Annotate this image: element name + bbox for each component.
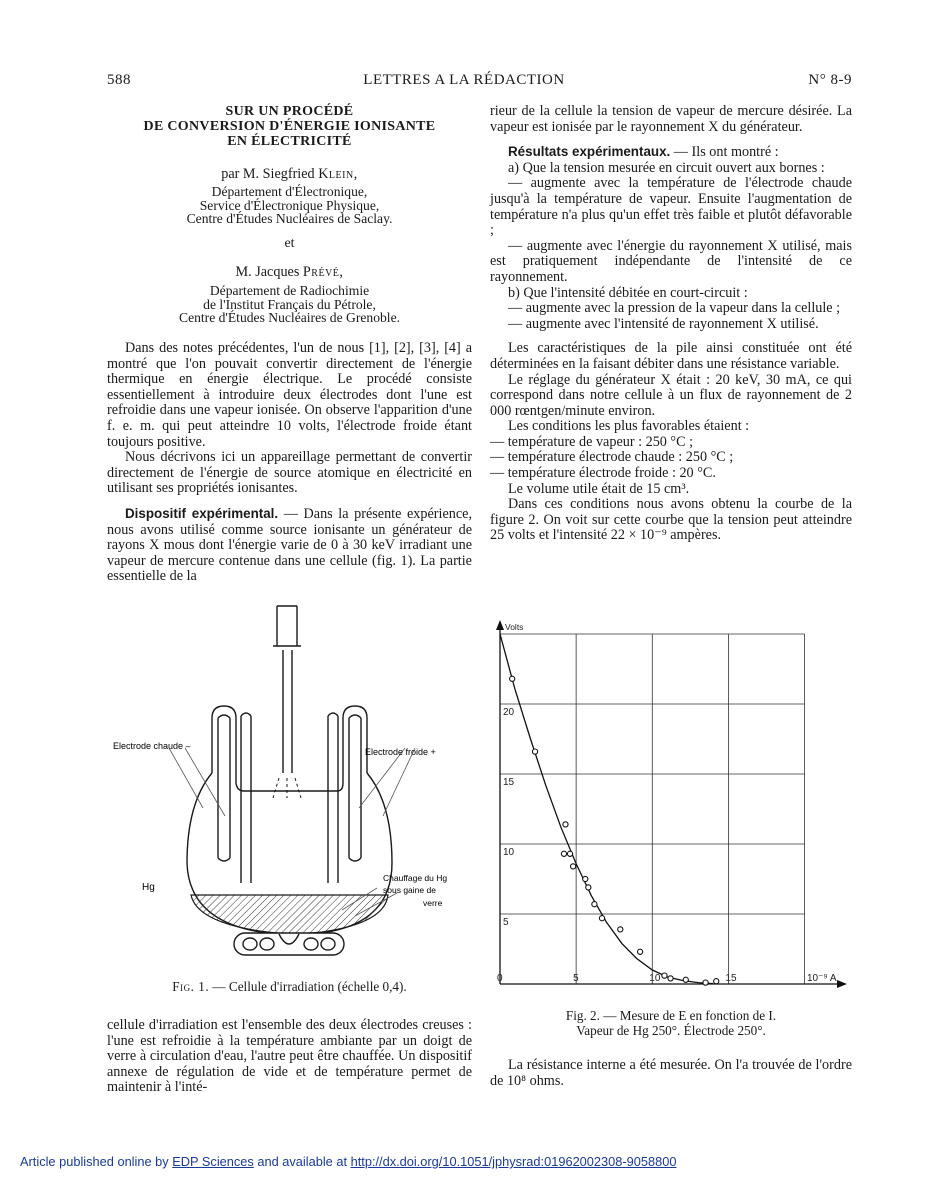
paragraph: Les conditions les plus favorables étaient : xyxy=(508,418,750,435)
chart-axes xyxy=(496,620,847,988)
chart-grid xyxy=(500,634,805,984)
page-number: 588 xyxy=(107,72,131,88)
label-heater-1: Chauffage du Hg xyxy=(383,873,448,883)
running-head: LETTRES A LA RÉDACTION xyxy=(363,72,565,88)
title-line: DE CONVERSION D'ÉNERGIE IONISANTE xyxy=(143,119,436,134)
fit-curve xyxy=(500,634,713,984)
label-mercury: Hg xyxy=(142,882,155,893)
label-hot-electrode: Electrode chaude – xyxy=(113,741,191,751)
affiliation-line: Département de Radiochimie xyxy=(209,283,370,298)
data-point xyxy=(637,949,642,954)
footer xyxy=(20,1154,920,1169)
figure-1-caption-text: — Cellule d'irradiation (échelle 0,4). xyxy=(209,979,407,994)
figure-2-chart xyxy=(488,612,858,1002)
paragraph xyxy=(107,506,472,585)
right-column-text-end xyxy=(490,1058,852,1089)
author-2 xyxy=(107,264,472,281)
data-point xyxy=(662,973,667,978)
data-point xyxy=(563,822,568,827)
figure-1-caption xyxy=(107,979,472,994)
publisher-link[interactable]: EDP Sciences xyxy=(172,1154,254,1169)
data-point xyxy=(567,851,572,856)
data-point xyxy=(703,980,708,985)
issue-number: N° 8-9 xyxy=(808,72,852,88)
author-1-surname: Klein, xyxy=(318,166,358,182)
author-1 xyxy=(107,166,472,183)
paragraph: Dans ces conditions nous avons obtenu la courbe de la figure 2. On voit sur cette courbe que la tension peut atteindre 25 volts et l'intensité 22 × 10⁻⁹ ampères. xyxy=(490,496,852,544)
paragraph: Le réglage du générateur X était : 20 keV, 30 mA, ce qui correspond dans notre cellule à un flux de rayonnement de 2 000 rœntgen/minute environ. xyxy=(490,371,852,419)
y-axis-arrow xyxy=(496,620,504,630)
heating-coil xyxy=(234,933,344,955)
data-point xyxy=(570,864,575,869)
list-item: — augmente avec l'énergie du rayonnement X utilisé, mais est pratiquement indépendante de l'intensité de ce rayonnement. xyxy=(490,237,852,285)
section-heading: Résultats expérimentaux. xyxy=(508,144,671,160)
x-tick-label: 10 xyxy=(649,973,661,984)
label-cold-electrode: Electrode froide + xyxy=(365,747,436,757)
data-point xyxy=(510,676,515,681)
conjunction: et xyxy=(284,236,295,251)
paragraph: Le volume utile était de 15 cm³. xyxy=(508,480,690,497)
chart-points xyxy=(510,676,719,985)
vapor-jet xyxy=(273,778,301,798)
paragraph: Nous décrivons ici un appareillage permettant de convertir directement de l'énergie de source atomique en électricité en utilisant ses propriétés ionisantes. xyxy=(107,449,472,497)
article-title xyxy=(107,104,472,149)
x-axis-arrow xyxy=(837,980,847,988)
data-point xyxy=(592,902,597,907)
x-tick-label: 0 xyxy=(497,973,503,984)
title-line: EN ÉLECTRICITÉ xyxy=(227,134,352,149)
paragraph: Dans des notes précédentes, l'un de nous [1], [2], [3], [4] a montré que l'on pouvait convertir directement de l'énergie thermique en énergie électrique. Le procédé consiste essentiellement à introduire deux électrodes dont l'une est refroidie dans une vapeur ionisée. On observe l'apparition d'une f. e. m. qui peut atteindre 10 volts, l'électrode froide étant toujours positive. xyxy=(107,340,472,450)
affiliation-line: Service d'Électronique Physique, xyxy=(199,197,380,213)
figure-1-label: Fig. 1. xyxy=(172,979,210,994)
author-2-affiliation xyxy=(107,284,472,325)
leader-lines xyxy=(169,748,415,916)
figure-2-caption xyxy=(490,1008,852,1038)
list-item: — température électrode chaude : 250 °C ; xyxy=(490,449,734,466)
list-item: — température électrode froide : 20 °C. xyxy=(490,465,716,482)
author-2-surname: Prévé, xyxy=(302,264,344,280)
list-item: — augmente avec la pression de la vapeur dans la cellule ; xyxy=(508,300,841,317)
data-point xyxy=(683,977,688,982)
paragraph: cellule d'irradiation est l'ensemble des deux électrodes creuses : l'une est refroidie à la température ambiante par un doigt de verre à circulation d'eau, l'autre peut être chauffée. Un dispositif annexe de régulation de vide et de température permet de maintenir à l'inté- xyxy=(107,1017,472,1096)
paragraph xyxy=(490,144,852,161)
affiliation-line: Centre d'Études Nucléaires de Grenoble. xyxy=(179,310,400,326)
paragraph-text: — Ils ont montré : xyxy=(670,144,779,161)
title-line: SUR UN PROCÉDÉ xyxy=(225,104,354,119)
paragraph: rieur de la cellule la tension de vapeur de mercure désirée. La vapeur est ionisée par le rayonnement X du générateur. xyxy=(490,103,852,135)
list-heading: b) Que l'intensité débitée en court-circuit : xyxy=(508,284,748,301)
author-1-prefix: par M. Siegfried xyxy=(221,166,315,182)
x-axis-label: 10⁻⁹ A xyxy=(807,973,837,984)
left-column-text xyxy=(107,341,472,585)
x-tick-label: 5 xyxy=(573,973,579,984)
footer-middle: and available at xyxy=(257,1154,348,1169)
label-heater-2: sous gaine de xyxy=(383,885,436,895)
data-point xyxy=(668,976,673,981)
y-axis-label: Volts xyxy=(505,622,524,632)
list-item: — augmente avec la température de l'électrode chaude jusqu'à la température de vapeur. Ensuite l'augmentation de température n'a plus qu'un effet très faible et plutôt défavorable ; xyxy=(490,175,852,239)
label-heater-3: verre xyxy=(423,898,443,908)
y-tick-label: 20 xyxy=(503,707,515,718)
y-tick-label: 5 xyxy=(503,917,509,928)
paragraph: Les caractéristiques de la pile ainsi constituée ont été déterminées en la faisant débiter dans une résistance variable. xyxy=(490,340,852,372)
x-tick-label: 15 xyxy=(725,973,737,984)
paragraph: La résistance interne a été mesurée. On l'a trouvée de l'ordre de 10⁸ ohms. xyxy=(490,1057,852,1089)
list-item: — augmente avec l'intensité de rayonnement X utilisé. xyxy=(508,315,819,332)
chart-curve xyxy=(500,634,713,984)
figure-1-drawing xyxy=(107,598,472,970)
data-point xyxy=(586,885,591,890)
cell-outline xyxy=(187,606,392,935)
data-point xyxy=(583,876,588,881)
list-heading: a) Que la tension mesurée en circuit ouvert aux bornes : xyxy=(508,159,825,176)
affiliation-line: Centre d'Études Nucléaires de Saclay. xyxy=(186,211,393,227)
right-column-text xyxy=(490,104,852,544)
data-point xyxy=(532,749,537,754)
data-point xyxy=(561,851,566,856)
y-tick-label: 10 xyxy=(503,847,515,858)
left-column-text-continued xyxy=(107,1018,472,1096)
list-item: — température de vapeur : 250 °C ; xyxy=(490,433,694,450)
y-tick-label: 15 xyxy=(503,777,515,788)
doi-link[interactable]: http://dx.doi.org/10.1051/jphysrad:01962002308-9058800 xyxy=(350,1154,677,1169)
data-point xyxy=(599,916,604,921)
section-heading: Dispositif expérimental. xyxy=(125,505,279,521)
affiliation-line: Département d'Électronique, xyxy=(211,184,368,199)
figure-2-caption-line: Vapeur de Hg 250°. Électrode 250°. xyxy=(576,1023,766,1038)
data-point xyxy=(618,927,623,932)
chart-tick-labels xyxy=(497,622,837,984)
affiliation-line: de l'Institut Français du Pétrole, xyxy=(203,296,376,312)
paragraph-text: — Dans la présente expérience, nous avons utilisé comme source ionisante un générateur de rayons X mous dont l'énergie varie de 0 à 30 keV irradiant une vapeur de mercure contenue dans une cellule (fig. 1). La partie essentielle de la xyxy=(107,505,472,585)
footer-prefix: Article published online by xyxy=(20,1154,169,1169)
figure-2-caption-line: Fig. 2. — Mesure de E en fonction de I. xyxy=(565,1008,777,1023)
author-1-affiliation xyxy=(107,185,472,226)
data-point xyxy=(714,979,719,984)
author-2-prefix: M. Jacques xyxy=(235,264,300,280)
